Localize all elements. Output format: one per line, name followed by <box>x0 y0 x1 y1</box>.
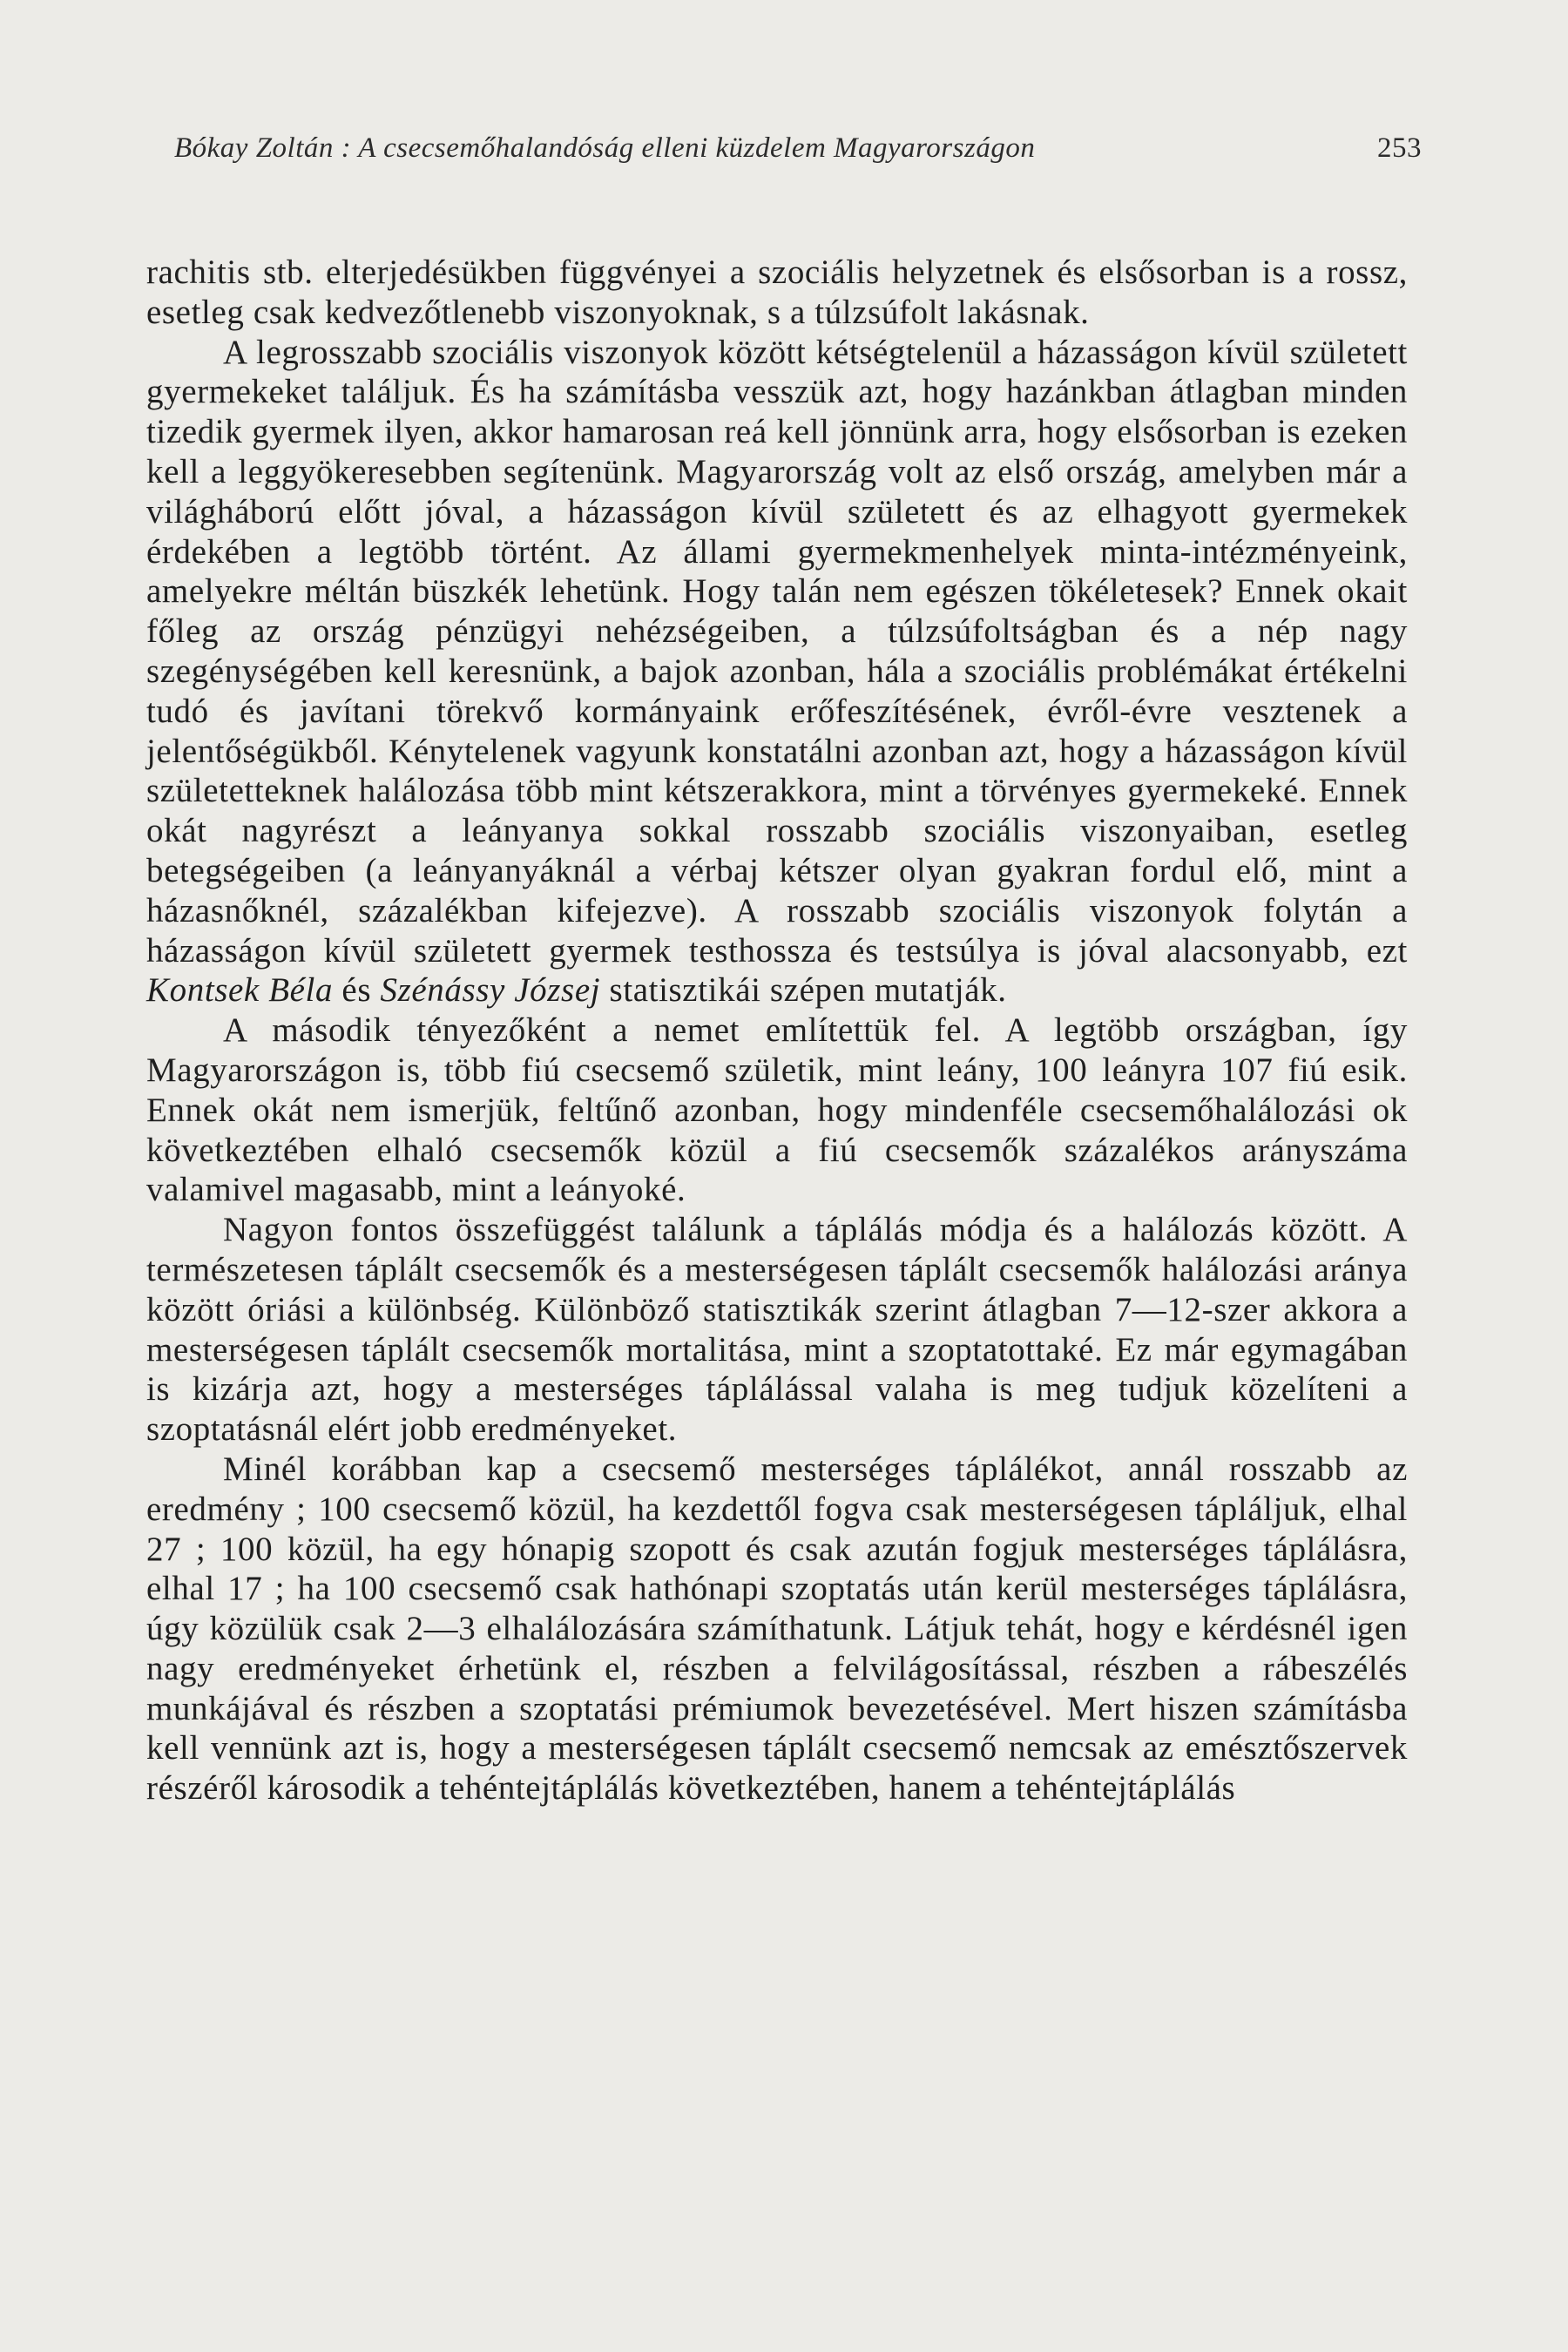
paragraph-continuation: rachitis stb. elterjedésükben függvényei a szociális helyzetnek és elsősorban is a rossz, esetleg csak kedvezőtlenebb viszonyoknak, s a túlzsúfolt lakásnak. <box>146 253 1408 331</box>
body-text <box>146 253 1408 1808</box>
running-head <box>174 132 1422 176</box>
paragraph-feeding-method: Nagyon fontos összefüggést találunk a táplálás módja és a halálozás között. A természetesen táplált csecsemők és a mesterségesen táplált csecsemők halálozási aránya között óriási a különbség. Különböző statisztikák szerint átlagban 7—12-szer akkora a mesterségesen táplált csecsemők mortalitása, mint a szoptatottaké. Ez már egymagában is kizárja azt, hogy a mesterséges táplálással valaha is meg tudjuk közelíteni a szoptatásnál elért jobb eredményeket. <box>146 1211 1408 1449</box>
running-head-title: Bókay Zoltán : A csecsemőhalandóság elleni küzdelem Magyarországon <box>174 132 1036 164</box>
paragraph-text: és <box>333 971 381 1010</box>
paragraph-text: statisztikái szépen mutatják. <box>600 971 1007 1010</box>
paragraph-sex-factor: A második tényezőként a nemet említettük fel. A legtöbb országban, így Magyarországon is, több fiú csecsemő születik, mint leány, 100 leányra 107 fiú esik. Ennek okát nem ismerjük, feltűnő azonban, hogy mindenféle csecsemőhalálozási ok következtében elhaló csecsemők közül a fiú csecsemők százalékos arányszáma valamivel magasabb, mint a leányoké. <box>146 1011 1408 1209</box>
author-name-kontsek: Kontsek Béla <box>146 971 334 1010</box>
page-number: 253 <box>1377 132 1422 164</box>
paragraph-artificial-feeding: Minél korábban kap a csecsemő mesterséges táplálékot, annál rosszabb az eredmény ; 100 csecsemő közül, ha kezdettől fogva csak mesterségesen tápláljuk, elhal 27 ; 100 közül, ha egy hónapig szopott és csak azután fogjuk mesterséges táplálásra, elhal 17 ; ha 100 csecsemő csak hathónapi szoptatás után kerül mesterséges táplálásra, úgy közülük csak 2—3 elhalálozására számíthatunk. Látjuk tehát, hogy e kérdésnél igen nagy eredményeket érhetünk el, részben a felvilágosítással, részben a rábeszélés munkájával és részben a szoptatási prémiumok bevezetésével. Mert hiszen számításba kell vennünk azt is, hogy a mesterségesen táplált csecsemő nemcsak az emésztőszervek részéről károsodik a tehéntejtáplálás következtében, hanem a tehéntejtáplálás <box>146 1450 1408 1808</box>
paragraph-text: A legrosszabb szociális viszonyok között kétségtelenül a házasságon kívül született gyermekeket találjuk. És ha számításba vesszük azt, hogy hazánkban átlagban minden tizedik gyermek ilyen, akkor hamarosan reá kell jönnünk arra, hogy elsősorban is ezeken kell a leggyökeresebben segítenünk. Magyarország volt az első ország, amelyben már a világháború előtt jóval, a házasságon kívül született és az elhagyott gyermekek érdekében a legtöbb történt. Az állami gyermekmenhelyek minta-intézményeink, amelyekre méltán büszkék lehetünk. Hogy talán nem egészen tökéletesek? Ennek okait főleg az ország pénzügyi nehézségeiben, a túlzsúfoltságban és a nép nagy szegénységében kell keresnünk, a bajok azonban, hála a szociális problémákat értékelni tudó és javítani törekvő kormányaink erőfeszítésének, évről-évre vesztenek a jelentőségükből. Kénytelenek vagyunk konstatálni azonban azt, hogy a házasságon kívül születetteknek halálozása több mint kétszerakkora, mint a törvényes gyermekeké. Ennek okát nagyrészt a leányanya sokkal rosszabb szociális viszonyaiban, esetleg betegségeiben (a leányanyáknál a vérbaj kétszer olyan gyakran fordul elő, mint a házasnőknél, százalékban kifejezve). A rosszabb szociális viszonyok folytán a házasságon kívül született gyermek testhossza és testsúlya is jóval alacsonyabb, ezt <box>146 333 1408 970</box>
paragraph-illegitimate-children <box>146 333 1408 1011</box>
author-name-szenassy: Szénássy Józsej <box>380 971 601 1010</box>
